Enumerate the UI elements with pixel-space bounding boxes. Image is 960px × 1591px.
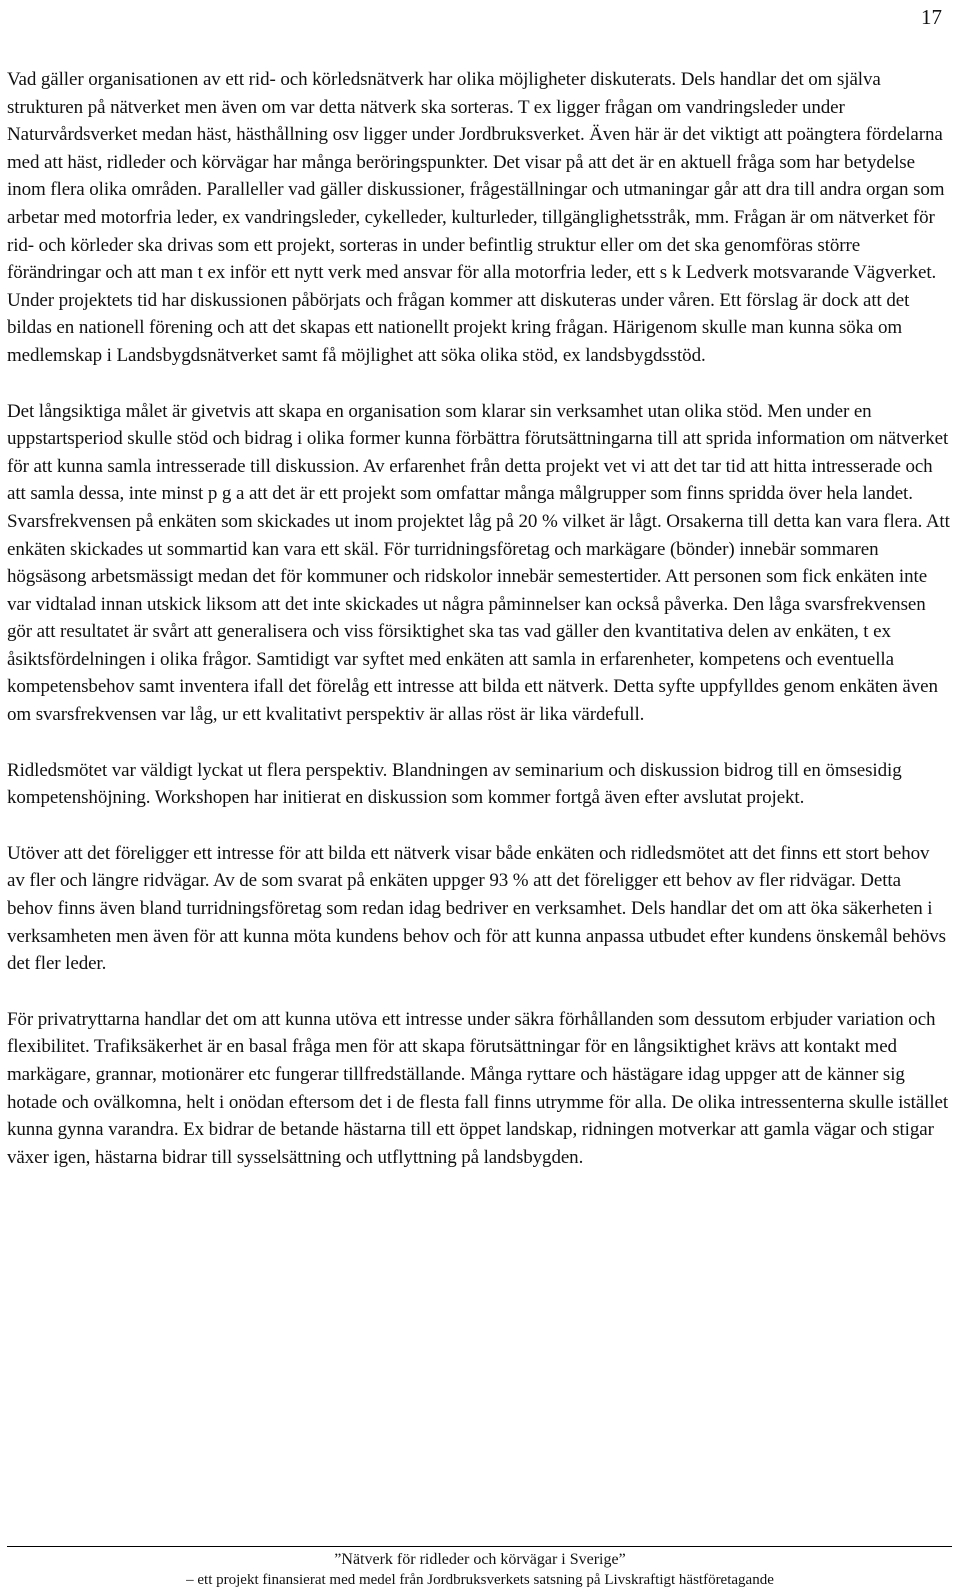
paragraph-ridledsmote: Ridledsmötet var väldigt lyckat ut flera perspektiv. Blandningen av seminarium och diskussion bidrog till en ömsesidig kompetenshöjning. Workshopen har initierat en diskussion som kommer fortgå även efter avslutat projekt. [7,759,902,809]
paragraph-long-term-goal: Det långsiktiga målet är givetvis att skapa en organisation som klarar sin verksamhet utan olika stöd. Men under en uppstartsperiod skulle stöd och bidrag i olika former kunna förbättra förutsättningarna till att sprida information om nätverket för att kunna samla intresserade till diskussion. Av erfarenhet från detta projekt vet vi att det tar tid att hitta intresserade och att samla dessa, inte minst p g a att det är ett projekt som omfattar många målgrupper som finns spridda över hela landet. Svarsfrekvensen på enkäten som skickades ut inom projektet låg på 20 % vilket är lågt. Orsakerna till detta kan vara flera. Att enkäten skickades ut sommartid kan vara ett skäl. För turridningsföretag och markägare (bönder) innebär sommaren högsäsong arbetsmässigt medan det för kommuner och ridskolor innebär semestertider. Att personen som fick enkäten inte var vidtalad innan utskick liksom att det inte skickades ut några påminnelser kan också påverka. Den låga svarsfrekvensen gör att resultatet är svårt att generalisera och viss försiktighet ska tas vad gäller den kvantitativa delen av enkäten, t ex åsiktsfördelningen i olika frågor. Samtidigt var syftet med enkäten att samla in erfarenheter, kompetens och eventuella kompetensbehov samt inventera ifall det förelåg ett intresse att bilda ett nätverk. Detta syfte uppfylldes genom enkäten även om svarsfrekvensen var låg, ur ett kvalitativt perspektiv är allas röst är lika värdefull. [7,400,950,726]
footer-project-title: ”Nätverk för ridleder och körvägar i Sverige” [334,1551,626,1568]
footer-funding-note: – ett projekt finansierat med medel från Jordbruksverkets satsning på Livskraftigt hästföretagande [186,1572,774,1588]
document-body [7,66,950,1171]
paragraph-organisation: Vad gäller organisationen av ett rid- och körledsnätverk har olika möjligheter diskuterats. Dels handlar det om själva strukturen på nätverket men även om var detta nätverk ska sorteras. T ex ligger frågan om vandringsleder under Naturvårdsverket medan häst, hästhållning osv ligger under Jordbruksverket. Även här är det viktigt att poängtera fördelarna med att häst, ridleder och körvägar har många beröringspunkter. Det visar på att det är en aktuell fråga som har betydelse inom flera olika områden. Paralleller vad gäller diskussioner, frågeställningar och utmaningar går att dra till andra organ som arbetar med motorfria leder, ex vandringsleder, cykelleder, kulturleder, tillgänglighetsstråk, mm. Frågan är om nätverket för rid- och körleder ska drivas som ett projekt, sorteras in under befintlig struktur eller om det ska genomföras större förändringar och att man t ex inför ett nytt verk med ansvar för alla motorfria leder, ett s k Ledverk motsvarande Vägverket. Under projektets tid har diskussionen påbörjats och frågan kommer att diskuteras under våren. Ett förslag är dock att det bildas en nationell förening och att det skapas ett nationellt projekt kring frågan. Härigenom skulle man kunna söka om medlemskap i Landsbygdsnätverket samt få möjlighet att söka olika stöd, ex landsbygdsstöd. [7,69,945,366]
page-number: 17 [921,5,942,29]
footer-divider [7,1546,952,1547]
paragraph-privatryttare: För privatryttarna handlar det om att kunna utöva ett intresse under säkra förhållanden som dessutom erbjuder variation och flexibilitet. Trafiksäkerhet är en basal fråga men för att skapa förutsättningar för en långsiktighet krävs att kontakt med markägare, grannar, motionärer etc fungerar tillfredställande. Många ryttare och hästägare idag uppger att de känner sig hotade och ovälkomna, helt i onödan eftersom det i de flesta fall finns utrymme för alla. De olika intressenterna skulle istället kunna gynna varandra. Ex bidrar de betande hästarna till ett öppet landskap, ridningen motverkar att gamla vägar och stigar växer igen, hästarna bidrar till sysselsättning och utflyttning på landsbygden. [7,1008,949,1168]
paragraph-need-for-ridvagar: Utöver att det föreligger ett intresse för att bilda ett nätverk visar både enkäten och ridledsmötet att det finns ett stort behov av fler och längre ridvägar. Av de som svarat på enkäten uppger 93 % att det föreligger ett behov av fler ridvägar. Detta behov finns även bland turridningsföretag som redan idag bedriver en verksamhet. Dels handlar det om att öka säkerheten i verksamheten men även för att kunna möta kundens behov och för att kunna anpassa utbudet efter kundens önskemål behövs det fler leder. [7,842,946,975]
